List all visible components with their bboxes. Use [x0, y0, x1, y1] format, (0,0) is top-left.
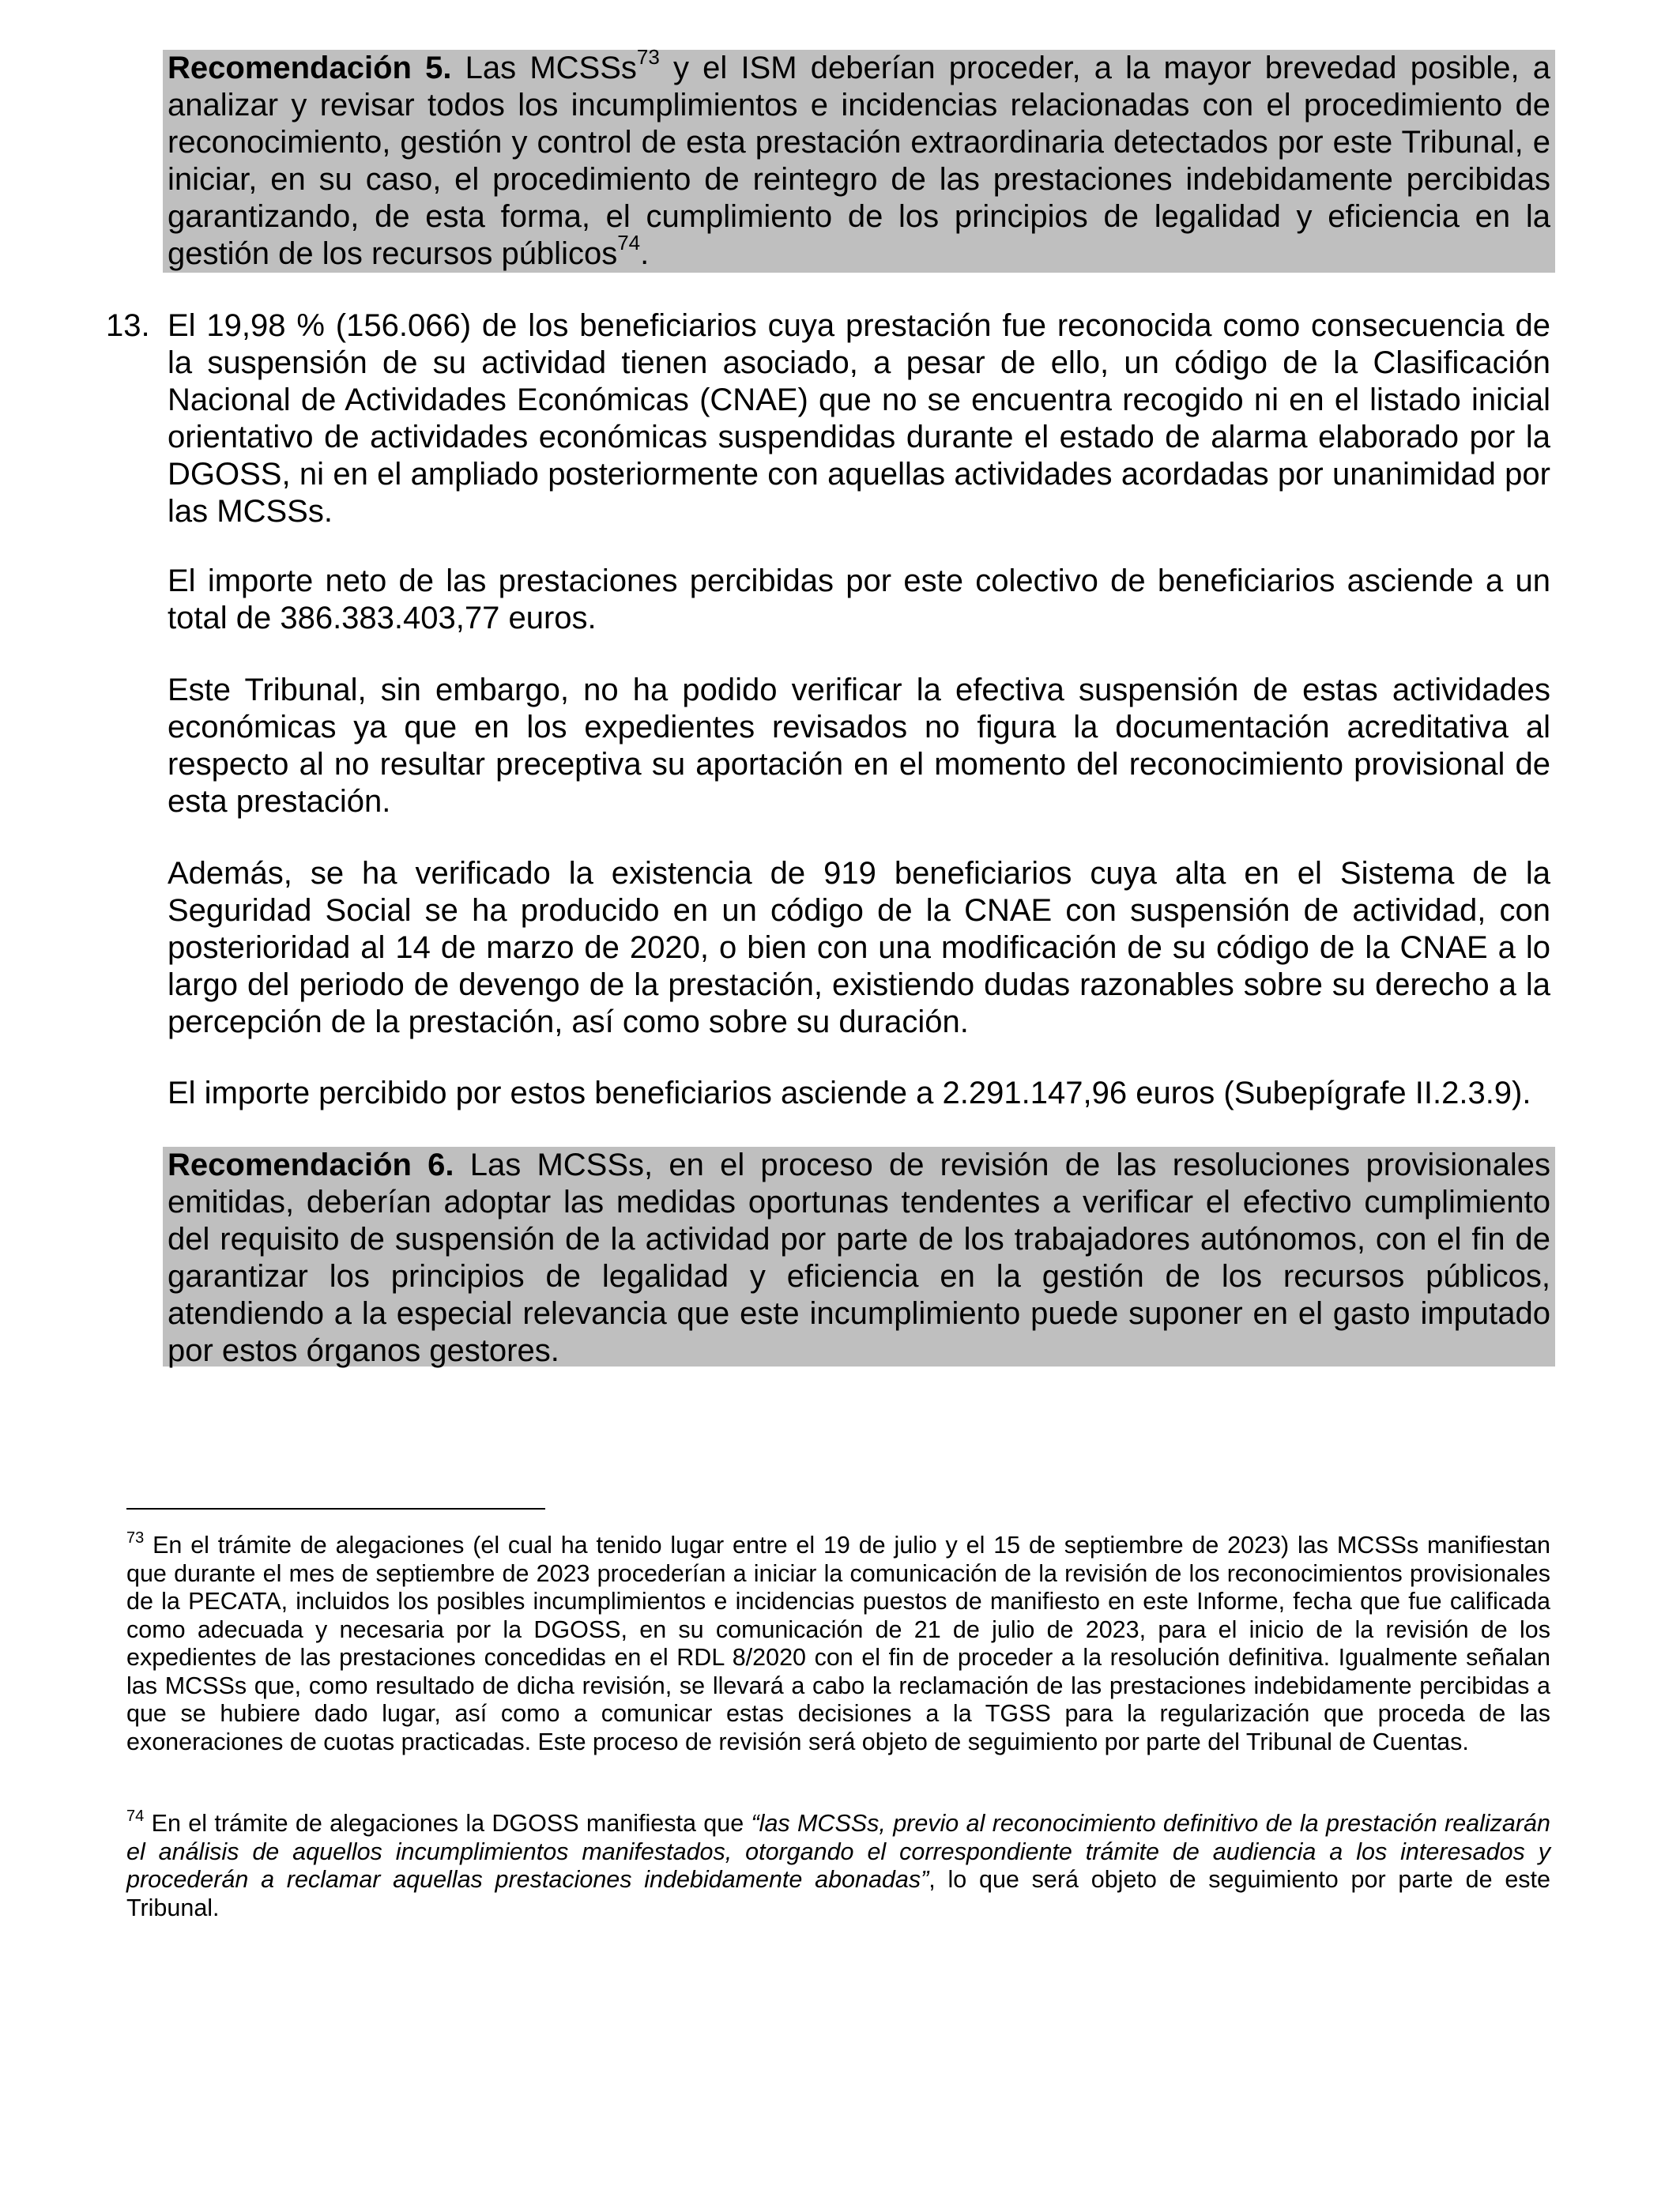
footnote-74-mark: 74 [126, 1807, 145, 1825]
footnote-ref-74: 74 [617, 230, 641, 254]
footnote-74 [126, 1807, 1550, 1922]
footnote-74-intro: En el trámite de alegaciones la DGOSS manifiesta que [144, 1810, 751, 1837]
point-13-paragraph-1: El 19,98 % (156.066) de los beneficiarios cuya prestación fue reconocida como consecuencia de la suspensión de su actividad tienen asociado, a pesar de ello, un código de la Clasificación Nacional de Actividades Económicas (CNAE) que no se encuentra recogido ni en el listado inicial orientativo de actividades económicas suspendidas durante el estado de alarma elaborado por la DGOSS, ni en el ampliado posteriormente con aquellas actividades acordadas por unanimidad por las MCSSs. [168, 308, 1550, 529]
point-13-paragraph-5: El importe percibido por estos beneficiarios asciende a 2.291.147,96 euros (Subepígrafe II.2.3.9). [168, 1076, 1531, 1110]
point-13-number: 13. [106, 308, 150, 343]
recommendation-5-text: y el ISM deberían proceder, a la mayor brevedad posible, a analizar y revisar todos los incumplimientos e incidencias relacionadas con el procedimiento de reconocimiento, gestión y control de esta prestación extraordinaria detectados por este Tribunal, e iniciar, en su caso, el procedimiento de reintegro de las prestaciones indebidamente percibidas garantizando, de esta forma, el cumplimiento de los principios de legalidad y eficiencia en la gestión de los recursos públicos [168, 51, 1550, 271]
point-13-paragraph-4: Además, se ha verificado la existencia de 919 beneficiarios cuya alta en el Sistema de la Seguridad Social se ha producido en un código de la CNAE con suspensión de actividad, con posterioridad al 14 de marzo de 2020, o bien con una modificación de su código de la CNAE a lo largo del periodo de devengo de la prestación, existiendo dudas razonables sobre su derecho a la percepción de la prestación, así como sobre su duración. [168, 856, 1550, 1039]
footnote-ref-73: 73 [636, 44, 660, 69]
footnote-73-mark: 73 [126, 1529, 145, 1547]
footnote-separator [126, 1508, 545, 1510]
recommendation-6-box [163, 1147, 1555, 1367]
recommendation-5-label: Recomendación 5. [168, 51, 452, 85]
recommendation-5-text-start: Las MCSSs [451, 51, 637, 85]
recommendation-6-text: Las MCSSs, en el proceso de revisión de las resoluciones provisionales emitidas, deberían adoptar las medidas oportunas tendentes a verificar el efectivo cumplimiento del requisito de suspensión de la actividad por parte de los trabajadores autónomos, con el fin de garantizar los principios de legalidad y eficiencia en la gestión de los recursos públicos, atendiendo a la especial relevancia que este incumplimiento puede suponer en el gasto imputado por estos órganos gestores. [168, 1148, 1551, 1368]
footnote-74-quote: “las MCSSs, previo al reconocimiento definitivo de la prestación realizarán el análisis de aquellos incumplimientos manifestados, otorgando el correspondiente trámite de audiencia a los interesados y procederán a reclamar aquellas prestaciones indebidamente abonadas” [126, 1810, 1550, 1893]
recommendation-5-box [163, 44, 1555, 273]
point-13-paragraph-3: Este Tribunal, sin embargo, no ha podido verificar la efectiva suspensión de estas actividades económicas ya que en los expedientes revisados no figura la documentación acreditativa al respecto al no resultar preceptiva su aportación en el momento del reconocimiento provisional de esta prestación. [168, 673, 1550, 819]
recommendation-6-label: Recomendación 6. [168, 1148, 454, 1182]
footnote-73 [126, 1529, 1550, 1756]
point-13-paragraph-2: El importe neto de las prestaciones percibidas por este colectivo de beneficiarios asciende a un total de 386.383.403,77 euros. [168, 564, 1550, 635]
recommendation-5-text-end: . [640, 236, 650, 271]
footnote-74-outro: , lo que será objeto de seguimiento por parte de este Tribunal. [126, 1866, 1550, 1921]
footnote-73-text: En el trámite de alegaciones (el cual ha tenido lugar entre el 19 de julio y el 15 de septiembre de 2023) las MCSSs manifiestan que durante el mes de septiembre de 2023 procederían a iniciar la comunicación de la revisión de los reconocimientos provisionales de la PECATA, incluidos los posibles incumplimientos e incidencias puestos de manifiesto en este Informe, fecha que fue calificada como adecuada y necesaria por la DGOSS, en su comunicación de 21 de julio de 2023, para el inicio de la revisión de los expedientes de las prestaciones concedidas en el RDL 8/2020 con el fin de proceder a la resolución definitiva. Igualmente señalan las MCSSs que, como resultado de dicha revisión, se llevará a cabo la reclamación de las prestaciones indebidamente percibidas a que se hubiere dado lugar, así como a comunicar estas decisiones a la TGSS para la regularización que proceda de las exoneraciones de cuotas practicadas. Este proceso de revisión será objeto de seguimiento por parte del Tribunal de Cuentas. [126, 1532, 1550, 1755]
